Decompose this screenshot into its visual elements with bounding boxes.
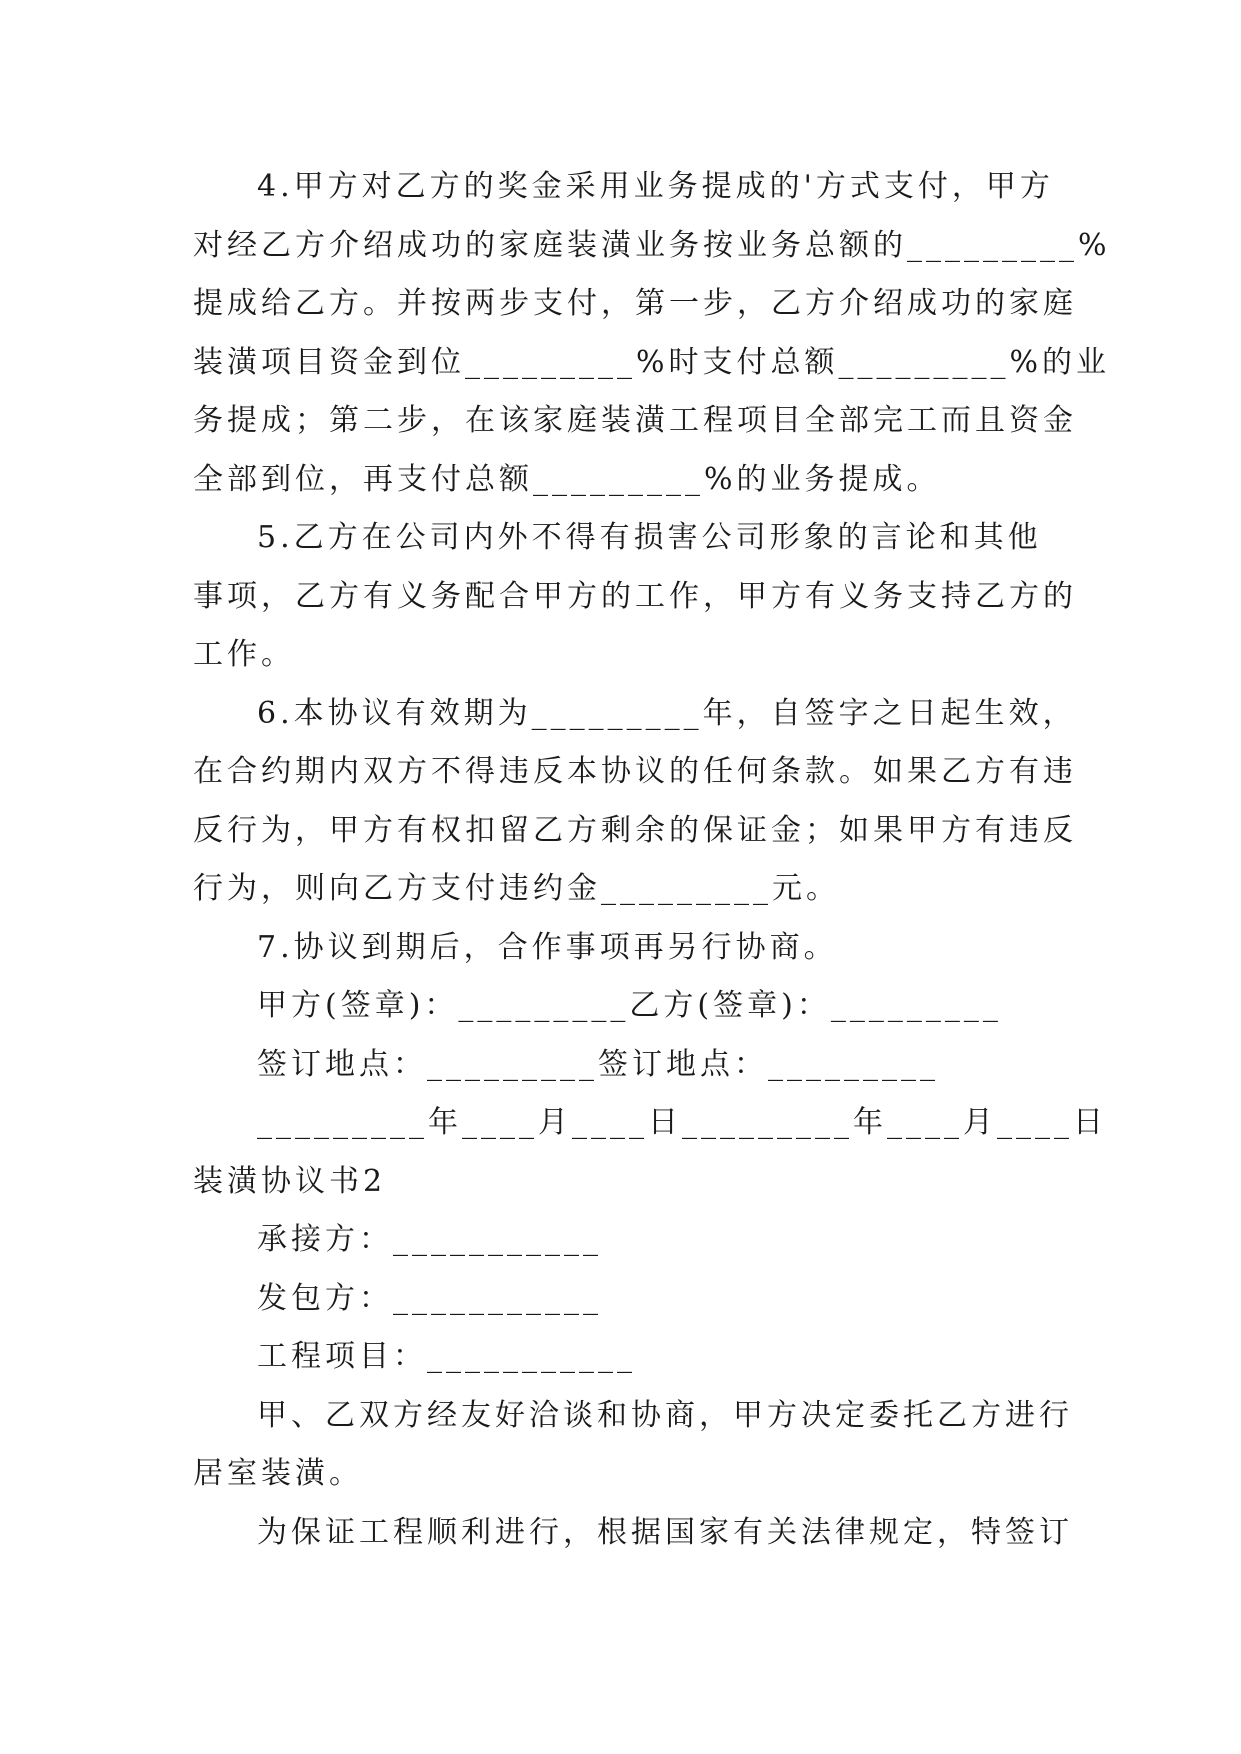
date-line: _________年____月____日_________年____月____日 (257, 1105, 1107, 1140)
text-line: 居室装潢。 (193, 1456, 363, 1491)
client-field: 发包方：___________ (257, 1280, 602, 1316)
text-line: 工作。 (193, 637, 295, 672)
signature-line: 甲方(签章)：_________乙方(签章)：_________ (257, 988, 1002, 1023)
text-line: 装潢项目资金到位_________%时支付总额_________%的业 (193, 344, 1111, 380)
signing-location-line: 签订地点：_________签订地点：_________ (257, 1046, 939, 1082)
text-line: 甲、乙双方经友好洽谈和协商，甲方决定委托乙方进行 (257, 1397, 1073, 1433)
section-title: 装潢协议书2 (193, 1163, 387, 1199)
text-line: 7.协议到期后，合作事项再另行协商。 (257, 929, 838, 965)
project-field: 工程项目：___________ (257, 1339, 636, 1374)
document-body (193, 158, 1111, 1562)
text-line: 事项，乙方有义务配合甲方的工作，甲方有义务支持乙方的 (193, 578, 1077, 614)
text-line: 对经乙方介绍成功的家庭装潢业务按业务总额的_________% (193, 227, 1111, 263)
text-line: 反行为，甲方有权扣留乙方剩余的保证金；如果甲方有违反 (193, 812, 1077, 848)
text-line: 4.甲方对乙方的奖金采用业务提成的'方式支付，甲方 (257, 169, 1054, 204)
text-line: 5.乙方在公司内外不得有损害公司形象的言论和其他 (257, 520, 1042, 555)
text-line: 提成给乙方。并按两步支付，第一步，乙方介绍成功的家庭 (193, 286, 1077, 321)
text-line: 在合约期内双方不得违反本协议的任何条款。如果乙方有违 (193, 754, 1077, 789)
text-line: 为保证工程顺利进行，根据国家有关法律规定，特签订 (257, 1514, 1073, 1550)
text-line: 全部到位，再支付总额_________%的业务提成。 (193, 461, 941, 497)
text-line: 6.本协议有效期为_________年，自签字之日起生效， (257, 695, 1077, 731)
text-line: 行为，则向乙方支付违约金_________元。 (193, 871, 840, 906)
text-line: 务提成；第二步，在该家庭装潢工程项目全部完工而且资金 (193, 403, 1077, 438)
contractor-field: 承接方：___________ (257, 1222, 602, 1257)
